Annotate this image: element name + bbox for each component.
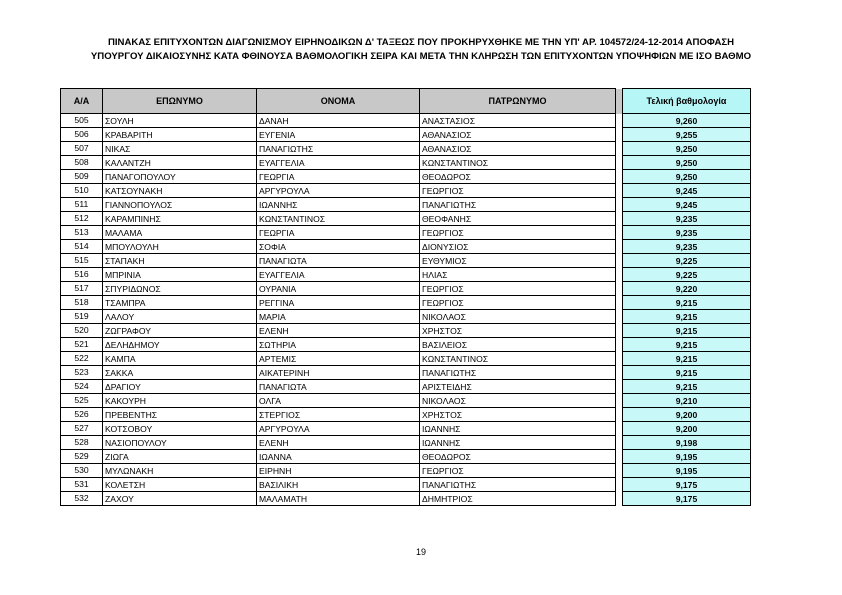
cell-surname: ΝΙΚΑΣ xyxy=(103,142,257,156)
cell-aa: 515 xyxy=(61,254,103,268)
cell-grade: 9,175 xyxy=(623,492,751,506)
cell-father: ΑΘΑΝΑΣΙΟΣ xyxy=(420,142,616,156)
cell-grade: 9,200 xyxy=(623,408,751,422)
table-row xyxy=(61,408,751,422)
cell-grade: 9,235 xyxy=(623,240,751,254)
column-gap xyxy=(616,89,623,114)
cell-name: ΔΑΝΑΗ xyxy=(257,114,420,128)
cell-name: ΕΥΑΓΓΕΛΙΑ xyxy=(257,268,420,282)
cell-grade: 9,215 xyxy=(623,296,751,310)
cell-aa: 526 xyxy=(61,408,103,422)
cell-gap xyxy=(616,450,623,464)
cell-aa: 506 xyxy=(61,128,103,142)
cell-gap xyxy=(616,366,623,380)
cell-father: ΠΑΝΑΓΙΩΤΗΣ xyxy=(420,366,616,380)
column-header-name: ΟΝΟΜΑ xyxy=(257,89,420,114)
cell-surname: ΓΙΑΝΝΟΠΟΥΛΟΣ xyxy=(103,198,257,212)
cell-grade: 9,198 xyxy=(623,436,751,450)
cell-father: ΝΙΚΟΛΑΟΣ xyxy=(420,394,616,408)
cell-grade: 9,195 xyxy=(623,450,751,464)
cell-father: ΘΕΟΦΑΝΗΣ xyxy=(420,212,616,226)
table-header-row xyxy=(61,89,751,114)
table-row xyxy=(61,436,751,450)
cell-grade: 9,215 xyxy=(623,380,751,394)
cell-name: ΙΩΑΝΝΗΣ xyxy=(257,198,420,212)
cell-grade: 9,260 xyxy=(623,114,751,128)
cell-gap xyxy=(616,310,623,324)
table-row xyxy=(61,156,751,170)
cell-grade: 9,215 xyxy=(623,324,751,338)
cell-gap xyxy=(616,436,623,450)
cell-surname: ΛΑΛΟΥ xyxy=(103,310,257,324)
cell-father: ΕΥΘΥΜΙΟΣ xyxy=(420,254,616,268)
cell-aa: 508 xyxy=(61,156,103,170)
cell-surname: ΚΑΜΠΑ xyxy=(103,352,257,366)
cell-gap xyxy=(616,142,623,156)
cell-surname: ΖΑΧΟΥ xyxy=(103,492,257,506)
cell-name: ΚΩΝΣΤΑΝΤΙΝΟΣ xyxy=(257,212,420,226)
cell-surname: ΚΟΛΕΤΣΗ xyxy=(103,478,257,492)
cell-gap xyxy=(616,478,623,492)
cell-father: ΘΕΟΔΩΡΟΣ xyxy=(420,170,616,184)
cell-gap xyxy=(616,268,623,282)
cell-aa: 517 xyxy=(61,282,103,296)
cell-father: ΓΕΩΡΓΙΟΣ xyxy=(420,226,616,240)
cell-grade: 9,215 xyxy=(623,366,751,380)
cell-aa: 514 xyxy=(61,240,103,254)
cell-aa: 532 xyxy=(61,492,103,506)
table-row xyxy=(61,282,751,296)
table-row xyxy=(61,352,751,366)
table-row xyxy=(61,366,751,380)
cell-father: ΧΡΗΣΤΟΣ xyxy=(420,408,616,422)
cell-name: ΜΑΡΙΑ xyxy=(257,310,420,324)
table-row xyxy=(61,254,751,268)
cell-gap xyxy=(616,352,623,366)
table-row xyxy=(61,478,751,492)
cell-grade: 9,215 xyxy=(623,310,751,324)
table-row xyxy=(61,212,751,226)
cell-grade: 9,225 xyxy=(623,254,751,268)
cell-name: ΕΥΓΕΝΙΑ xyxy=(257,128,420,142)
cell-aa: 519 xyxy=(61,310,103,324)
document-title-line-1: ΠΙΝΑΚΑΣ ΕΠΙΤΥΧΟΝΤΩΝ ΔΙΑΓΩΝΙΣΜΟΥ ΕΙΡΗΝΟΔΙΚΩΝ Δ' ΤΑΞΕΩΣ ΠΟΥ ΠΡΟΚΗΡΥΧΘΗΚΕ ΜΕ ΤΗΝ ΥΠ' ΑΡ. 104572/24-12-2014 ΑΠΟΦΑΣΗ xyxy=(107,37,735,48)
table-row xyxy=(61,142,751,156)
cell-father: ΘΕΟΔΩΡΟΣ xyxy=(420,450,616,464)
cell-grade: 9,225 xyxy=(623,268,751,282)
cell-surname: ΜΠΟΥΛΟΥΛΗ xyxy=(103,240,257,254)
results-table xyxy=(60,88,751,506)
cell-aa: 523 xyxy=(61,366,103,380)
cell-grade: 9,215 xyxy=(623,338,751,352)
cell-name: ΕΙΡΗΝΗ xyxy=(257,464,420,478)
cell-name: ΜΑΛΑΜΑΤΗ xyxy=(257,492,420,506)
column-header-father: ΠΑΤΡΩΝΥΜΟ xyxy=(420,89,616,114)
cell-father: ΔΙΟΝΥΣΙΟΣ xyxy=(420,240,616,254)
table-row xyxy=(61,184,751,198)
cell-name: ΕΛΕΝΗ xyxy=(257,436,420,450)
cell-surname: ΔΕΛΗΔΗΜΟΥ xyxy=(103,338,257,352)
cell-name: ΡΕΓΓΙΝΑ xyxy=(257,296,420,310)
cell-aa: 511 xyxy=(61,198,103,212)
cell-surname: ΣΟΥΛΗ xyxy=(103,114,257,128)
document-title-line-2: ΥΠΟΥΡΓΟΥ ΔΙΚΑΙΟΣΥΝΗΣ ΚΑΤΑ ΦΘΙΝΟΥΣΑ ΒΑΘΜΟΛΟΓΙΚΗ ΣΕΙΡΑ ΚΑΙ ΜΕΤΑ ΤΗΝ ΚΛΗΡΩΣΗ ΤΩΝ ΕΠΙΤΥΧΟΝΤΩΝ ΥΠΟΨΗΦΙΩΝ ΜΕ ΙΣΟ ΒΑΘΜΟ xyxy=(90,51,752,62)
cell-aa: 505 xyxy=(61,114,103,128)
cell-name: ΑΡΓΥΡΟΥΛΑ xyxy=(257,184,420,198)
cell-surname: ΖΙΩΓΑ xyxy=(103,450,257,464)
cell-aa: 528 xyxy=(61,436,103,450)
cell-father: ΙΩΑΝΝΗΣ xyxy=(420,436,616,450)
cell-grade: 9,250 xyxy=(623,156,751,170)
cell-name: ΓΕΩΡΓΙΑ xyxy=(257,170,420,184)
table-row xyxy=(61,310,751,324)
cell-gap xyxy=(616,394,623,408)
cell-gap xyxy=(616,240,623,254)
cell-father: ΝΙΚΟΛΑΟΣ xyxy=(420,310,616,324)
cell-gap xyxy=(616,380,623,394)
cell-grade: 9,255 xyxy=(623,128,751,142)
table-row xyxy=(61,492,751,506)
column-header-aa: Α/Α xyxy=(61,89,103,114)
cell-name: ΕΛΕΝΗ xyxy=(257,324,420,338)
cell-name: ΑΡΓΥΡΟΥΛΑ xyxy=(257,422,420,436)
cell-father: ΓΕΩΡΓΙΟΣ xyxy=(420,296,616,310)
cell-name: ΟΛΓΑ xyxy=(257,394,420,408)
cell-grade: 9,220 xyxy=(623,282,751,296)
cell-name: ΣΩΤΗΡΙΑ xyxy=(257,338,420,352)
cell-surname: ΣΤΑΠΑΚΗ xyxy=(103,254,257,268)
column-header-grade: Τελική βαθμολογία xyxy=(623,89,751,114)
table-row xyxy=(61,240,751,254)
cell-surname: ΚΑΚΟΥΡΗ xyxy=(103,394,257,408)
cell-grade: 9,250 xyxy=(623,142,751,156)
cell-aa: 525 xyxy=(61,394,103,408)
cell-grade: 9,245 xyxy=(623,198,751,212)
table-row xyxy=(61,268,751,282)
table-row xyxy=(61,114,751,128)
cell-aa: 521 xyxy=(61,338,103,352)
cell-father: ΠΑΝΑΓΙΩΤΗΣ xyxy=(420,478,616,492)
cell-aa: 530 xyxy=(61,464,103,478)
cell-surname: ΚΡΑΒΑΡΙΤΗ xyxy=(103,128,257,142)
cell-aa: 512 xyxy=(61,212,103,226)
cell-grade: 9,235 xyxy=(623,212,751,226)
cell-surname: ΜΥΛΩΝΑΚΗ xyxy=(103,464,257,478)
cell-father: ΠΑΝΑΓΙΩΤΗΣ xyxy=(420,198,616,212)
cell-name: ΑΙΚΑΤΕΡΙΝΗ xyxy=(257,366,420,380)
cell-father: ΓΕΩΡΓΙΟΣ xyxy=(420,184,616,198)
cell-surname: ΜΠΡΙΝΙΑ xyxy=(103,268,257,282)
cell-aa: 516 xyxy=(61,268,103,282)
cell-surname: ΠΡΕΒΕΝΤΗΣ xyxy=(103,408,257,422)
table-row xyxy=(61,394,751,408)
cell-father: ΚΩΝΣΤΑΝΤΙΝΟΣ xyxy=(420,156,616,170)
table-row xyxy=(61,464,751,478)
cell-surname: ΖΩΓΡΑΦΟΥ xyxy=(103,324,257,338)
cell-aa: 531 xyxy=(61,478,103,492)
cell-gap xyxy=(616,114,623,128)
cell-grade: 9,235 xyxy=(623,226,751,240)
cell-father: ΓΕΩΡΓΙΟΣ xyxy=(420,464,616,478)
cell-father: ΧΡΗΣΤΟΣ xyxy=(420,324,616,338)
cell-surname: ΚΑΛΑΝΤΖΗ xyxy=(103,156,257,170)
cell-aa: 513 xyxy=(61,226,103,240)
cell-father: ΙΩΑΝΝΗΣ xyxy=(420,422,616,436)
cell-name: ΑΡΤΕΜΙΣ xyxy=(257,352,420,366)
cell-aa: 529 xyxy=(61,450,103,464)
cell-father: ΔΗΜΗΤΡΙΟΣ xyxy=(420,492,616,506)
cell-grade: 9,245 xyxy=(623,184,751,198)
cell-surname: ΚΟΤΣΟΒΟΥ xyxy=(103,422,257,436)
cell-surname: ΣΑΚΚΑ xyxy=(103,366,257,380)
cell-father: ΑΝΑΣΤΑΣΙΟΣ xyxy=(420,114,616,128)
cell-name: ΣΤΕΡΓΙΟΣ xyxy=(257,408,420,422)
page-number: 19 xyxy=(415,547,426,557)
cell-gap xyxy=(616,492,623,506)
cell-grade: 9,210 xyxy=(623,394,751,408)
cell-gap xyxy=(616,170,623,184)
table-row xyxy=(61,450,751,464)
cell-father: ΑΘΑΝΑΣΙΟΣ xyxy=(420,128,616,142)
cell-father: ΑΡΙΣΤΕΙΔΗΣ xyxy=(420,380,616,394)
cell-grade: 9,215 xyxy=(623,352,751,366)
cell-gap xyxy=(616,324,623,338)
cell-surname: ΜΑΛΑΜΑ xyxy=(103,226,257,240)
cell-surname: ΤΣΑΜΠΡΑ xyxy=(103,296,257,310)
cell-gap xyxy=(616,226,623,240)
cell-father: ΒΑΣΙΛΕΙΟΣ xyxy=(420,338,616,352)
cell-gap xyxy=(616,338,623,352)
cell-name: ΙΩΑΝΝΑ xyxy=(257,450,420,464)
cell-father: ΚΩΝΣΤΑΝΤΙΝΟΣ xyxy=(420,352,616,366)
cell-father: ΗΛΙΑΣ xyxy=(420,268,616,282)
table-row xyxy=(61,422,751,436)
cell-name: ΠΑΝΑΓΙΩΤΑ xyxy=(257,254,420,268)
cell-aa: 527 xyxy=(61,422,103,436)
cell-name: ΒΑΣΙΛΙΚΗ xyxy=(257,478,420,492)
cell-grade: 9,195 xyxy=(623,464,751,478)
cell-aa: 509 xyxy=(61,170,103,184)
table-row xyxy=(61,380,751,394)
table-body xyxy=(61,114,751,506)
cell-aa: 518 xyxy=(61,296,103,310)
cell-gap xyxy=(616,212,623,226)
cell-father: ΓΕΩΡΓΙΟΣ xyxy=(420,282,616,296)
cell-aa: 510 xyxy=(61,184,103,198)
cell-name: ΠΑΝΑΓΙΩΤΗΣ xyxy=(257,142,420,156)
cell-surname: ΔΡΑΓΙΟΥ xyxy=(103,380,257,394)
column-header-surname: ΕΠΩΝΥΜΟ xyxy=(103,89,257,114)
cell-grade: 9,175 xyxy=(623,478,751,492)
cell-gap xyxy=(616,282,623,296)
cell-gap xyxy=(616,128,623,142)
cell-aa: 522 xyxy=(61,352,103,366)
cell-gap xyxy=(616,156,623,170)
table-row xyxy=(61,296,751,310)
cell-gap xyxy=(616,408,623,422)
table-row xyxy=(61,170,751,184)
cell-surname: ΚΑΡΑΜΠΙΝΗΣ xyxy=(103,212,257,226)
cell-aa: 520 xyxy=(61,324,103,338)
cell-gap xyxy=(616,296,623,310)
cell-surname: ΚΑΤΣΟΥΝΑΚΗ xyxy=(103,184,257,198)
cell-surname: ΠΑΝΑΓΟΠΟΥΛΟΥ xyxy=(103,170,257,184)
table-row xyxy=(61,338,751,352)
cell-name: ΕΥΑΓΓΕΛΙΑ xyxy=(257,156,420,170)
table-row xyxy=(61,198,751,212)
cell-surname: ΝΑΣΙΟΠΟΥΛΟΥ xyxy=(103,436,257,450)
cell-aa: 507 xyxy=(61,142,103,156)
cell-gap xyxy=(616,422,623,436)
cell-surname: ΣΠΥΡΙΔΩΝΟΣ xyxy=(103,282,257,296)
cell-name: ΓΕΩΡΓΙΑ xyxy=(257,226,420,240)
table-row xyxy=(61,324,751,338)
cell-gap xyxy=(616,254,623,268)
cell-name: ΣΟΦΙΑ xyxy=(257,240,420,254)
cell-name: ΟΥΡΑΝΙΑ xyxy=(257,282,420,296)
cell-grade: 9,200 xyxy=(623,422,751,436)
table-row xyxy=(61,128,751,142)
cell-name: ΠΑΝΑΓΙΩΤΑ xyxy=(257,380,420,394)
cell-gap xyxy=(616,464,623,478)
cell-grade: 9,250 xyxy=(623,170,751,184)
cell-gap xyxy=(616,198,623,212)
cell-gap xyxy=(616,184,623,198)
table-row xyxy=(61,226,751,240)
cell-aa: 524 xyxy=(61,380,103,394)
